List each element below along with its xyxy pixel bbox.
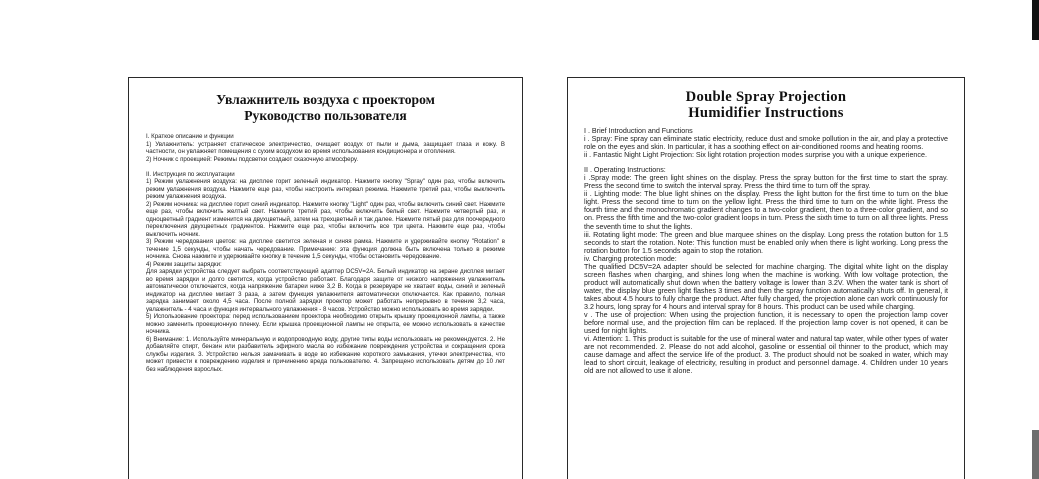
paragraph: vi. Attention: 1. This product is suitable for the use of mineral water and natural tap water, while other types of water are not recommended. 2. Please do not add alcohol, gasoline or essential oil thinner to the product, which may cause damage and affect the service life of the product. 3. The product should not be soaked in water, which may lead to short circuit, leakage of electricity, resulting in product and personnel damage. 4. Children under 10 years old are not allowed to use it alone. bbox=[584, 335, 948, 376]
edge-mark-top bbox=[1032, 0, 1039, 40]
title-line-1: Double Spray Projection bbox=[685, 89, 847, 105]
paragraph: ii . Fantastic Night Light Projection: Six light rotation projection modes surprise you with a unique experience. bbox=[584, 151, 927, 160]
paragraph: ii . Lighting mode: The blue light shines on the display. Press the light button for the first time to turn on the blue light. Press the second time to turn on the yellow light. Press the third time to turn on the white light. Press the fourth time and the monochromatic gradient changes to a two-color gradient, then to a three-color gradient, and so on. Press the fifth time and the two-color gradient loops in turn. Press the sixth time to turn on all three lights. Press the seventh time to shut the lights. bbox=[584, 190, 948, 231]
section-heading: II . Operating Instructions: bbox=[584, 166, 666, 175]
paragraph: 3) Режим чередования цветов: на дисплее светится зеленая и синяя рамка. Нажмите и удерживайте кнопку "Rotation" в течение 1,5 секунды, чтобы начать чередование. Примечание: эта функция должна быть включена только в режиме ночника. Снова нажмите и удерживайте кнопку в течение 1,5 секунды, чтобы остановить чередование. bbox=[146, 238, 505, 260]
paragraph: 6) Внимание: 1. Используйте минеральную и водопроводную воду, другие типы воды использовать не рекомендуется. 2. Не добавляйте спирт, бензин или разбавитель эфирного масла во избежание повреждения устройства и сокращения срока службы изделия. 3. Устройство нельзя замачивать в воде во избежание короткого замыкания, утечки электричества, что может привести к повреждению изделия и причинению вреда пользователю. 4. Запрещено использовать детям до 10 лет без наблюдения взрослых. bbox=[146, 335, 505, 373]
page-body bbox=[146, 133, 505, 373]
paragraph: iii. Rotating light mode: The green and blue marquee shines on the display. Long press the rotation button for 1.5 seconds to start the rotation. Note: This function must be enabled only when there is light working. Long press the rotation button for 1.5 seconds again to stop the rotation. bbox=[584, 230, 948, 255]
paragraph: The qualified DC5V=2A adapter should be selected for machine charging. The digital white light on the display screen flashes when charging, and shines long when the machine is working. With low voltage protection, the product will automatically shut down when the battery voltage is lower than 3.2V. When the water tank is short of water, the display blue green light flashes 3 times and then the spray function automatically shuts off. In general, it takes about 4.5 hours to fully charge the product. After fully charged, the projection alone can work continuously for 3.2 hours, long spray for 4 hours and interval spray for 8 hours. This product can be used while charging. bbox=[584, 262, 948, 311]
paragraph: i . Spray: Fine spray can eliminate static electricity, reduce dust and smoke pollution in the air, and play a protective role on the eyes and skin. In particular, it has a soothing effect on air-conditioned rooms and heating rooms. bbox=[584, 135, 948, 152]
section-heading: I. Краткое описание и функции bbox=[146, 133, 234, 140]
paragraph: 1) Увлажнитель: устраняет статическое электричество, очищает воздух от пыли и дыма, защищает глаза и кожу. В частности, он увлажняет помещения с сухим воздухом во время использования кондиционера и отопления. bbox=[146, 140, 505, 155]
section-heading: II. Инструкция по эксплуатации bbox=[146, 170, 235, 178]
paragraph: iv. Charging protection mode: bbox=[584, 254, 677, 263]
title-line-1: Увлажнитель воздуха с проектором bbox=[216, 92, 435, 107]
title-line-2: Руководство пользователя bbox=[244, 107, 407, 123]
paragraph: i .Spray mode: The green light shines on the display. Press the spray button for the first time to start the spray. Press the second time to switch the interval spray. Press the third time to turn off the spray. bbox=[584, 174, 948, 191]
paragraph: 5) Использование проектора: перед использованием проектора необходимо открыть крышку проекционной лампы, а также можно заменить проекционную пленку. Если крышка проекционной лампы не открыта, ее можно использовать в качестве ночника. bbox=[146, 313, 505, 335]
page-title bbox=[584, 89, 948, 121]
page-body bbox=[584, 127, 948, 375]
paragraph: 1) Режим увлажнения воздуха: на дисплее горит зеленый индикатор. Нажмите кнопку "Spray" один раз, чтобы включить режим увлажнения воздуха. Нажмите еще раз, чтобы настроить интервал режима. Нажмите третий раз, чтобы выключить режим увлажнения воздуха. bbox=[146, 178, 505, 200]
manual-page-russian bbox=[128, 77, 523, 479]
edge-mark-bottom bbox=[1032, 430, 1039, 479]
paragraph: 4) Режим защиты зарядки: bbox=[146, 260, 222, 268]
page-title bbox=[146, 92, 505, 123]
section-heading: I . Brief Introduction and Functions bbox=[584, 127, 693, 135]
paragraph: Для зарядки устройства следует выбрать соответствующий адаптер DC5V=2A. Белый индикатор на экране дисплея мигает во время зарядки и долго светится, когда устройство работает. Благодаря защите от низкого напряжения увлажнитель автоматически отключается, когда напряжение батареи ниже 3,2 В. Когда в резервуаре не хватает воды, синий и зеленый индикатор на дисплее мигает 3 раза, а затем функция увлажнителя автоматически отключается. Как правило, полная зарядка занимает около 4,5 часа. После полной зарядки проектор может работать непрерывно в течение 3,2 часа, увлажнитель - 4 часа и функция интервального увлажнения - 8 часов. Устройство можно использовать во время зарядки. bbox=[146, 268, 505, 313]
title-line-2: Humidifier Instructions bbox=[688, 105, 844, 121]
manual-page-english bbox=[567, 77, 965, 479]
paragraph: v . The use of projection: When using the projection function, it is necessary to open the projection lamp cover before normal use, and the projection film can be replaced. If the projection lamp cover is not opened, it can be used for night lights. bbox=[584, 311, 948, 336]
paragraph: 2) Режим ночника: на дисплее горит синий индикатор. Нажмите кнопку "Light" один раз, чтобы включить синий свет. Нажмите еще раз, чтобы включить желтый свет. Нажмите третий раз, чтобы включить белый свет. Нажмите четвертый раз, и одноцветный градиент изменится на двухцветный, затем на трехцветный и так далее. Нажмите пятый раз для поочередного переключения двухцветных градиентов. Нажмите еще раз, чтобы включить все три цвета. Нажмите еще раз, чтобы выключить ночник. bbox=[146, 200, 505, 238]
paragraph: 2) Ночник с проекцией: Режимы подсветки создают сказочную атмосферу. bbox=[146, 155, 359, 163]
